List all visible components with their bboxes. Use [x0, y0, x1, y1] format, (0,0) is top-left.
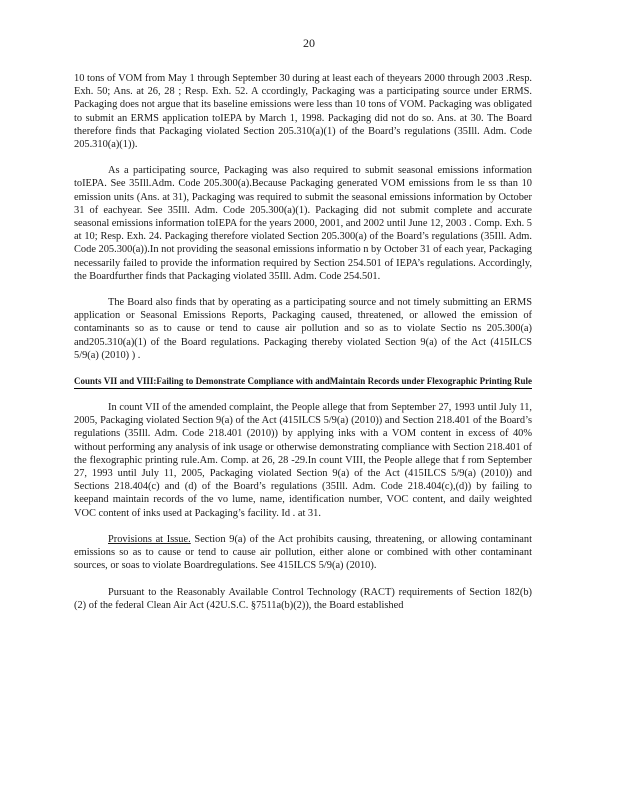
paragraph: In count VII of the amended complaint, the People allege that from September 27, 1993 until July 11, 2005, Packaging violated Section 9(a) of the Act (415ILCS 5/9(a) (2010)) and Section 218.401 of the Board’s regulations (35Ill. Adm. Code 218.401 (2010)) by applying inks with a VOM content in excess of 40% without performing any analysis of ink usage or otherwise demonstrating compliance with Section 218.401 of the flexographic printing rule.Am. Comp. at 26, 28 -29.In count VIII, the People allege that f rom September 27, 1993 until July 11, 2005, Packaging violated Section 9(a) of the Act (415ILCS 5/9(a) (2010)) and Sections 218.404(c) and (d) of the Board’s regulations (35Ill. Adm. Code 218.404(c),(d)) by failing to keepand maintain records of the vo lume, name, identification number, VOC content, and daily weighted VOC content of inks used at Packaging’s facility. Id . at 31. [74, 402, 532, 519]
paragraph-text: Section 9(a) of the Act prohibits causing, threatening, or allowing contaminant emissions so as to cause or tend to cause air pollution, either alone or combined with other contaminant sources, or soas to violate Boardregulations. See 415ILCS 5/9(a) (2010). [74, 533, 532, 572]
paragraph [74, 533, 532, 573]
page-number: 20 [303, 36, 315, 50]
paragraph: As a participating source, Packaging was also required to submit seasonal emissions information toIEPA. See 35Ill.Adm. Code 205.300(a).Because Packaging generated VOM emissions from le ss than 10 emission units (Ans. at 31), Packaging was required to submit the seasonal emissions information by October 31 of eachyear. See 35Ill. Adm. Code 205.300(a)(1). Packaging did not submit complete and accurate seasonal emissions information toIEPA for the years 2000, 2001, and 2002 until June 12, 2003 . Comp. Exh. 5 at 10; Resp. Exh. 24. Packaging therefore violated Section 205.300(a) of the Board’s regulations (35Ill. Adm. Code 205.300(a)).In not providing the seasonal emissions informatio n by October 31 of each year, Packaging necessarily failed to provide the information required by Section 254.501 of IEPA’s regulations. Accordingly, the Boardfurther finds that Packaging violated 35Ill. Adm. Code 254.501. [74, 165, 532, 282]
paragraph: Pursuant to the Reasonably Available Control Technology (RACT) requirements of Section 182(b) (2) of the federal Clean Air Act (42U.S.C. §7511a(b)(2)), the Board established [74, 586, 532, 611]
paragraph: 10 tons of VOM from May 1 through September 30 during at least each of theyears 2000 through 2003 .Resp. Exh. 50; Ans. at 26, 28 ; Resp. Exh. 52. A ccordingly, Packaging was a participating source under ERMS. Packaging does not argue that its baseline emissions were less than 10 tons of VOM. Packaging was obligated to submit an ERMS application toIEPA by March 1, 1998. Packaging did not do so. Ans. at 30. The Board therefore finds that Packaging violated Section 205.310(a)(1) of the Board’s regulations (35Ill. Adm. Code 205.310(a)(1)). [74, 73, 532, 151]
run-in-heading: Provisions at Issue. [108, 533, 191, 545]
document-body [74, 72, 532, 625]
section-heading: Counts VII and VIII:Failing to Demonstrate Compliance with andMaintain Records under Flexographic Printing Rule [74, 375, 532, 389]
paragraph: The Board also finds that by operating as a participating source and not timely submitting an ERMS application or Seasonal Emissions Reports, Packaging caused, threatened, or allowed the emission of contaminants so as to cause or tend to cause air pollution and so as to violate Sectio ns 205.300(a) and205.310(a)(1) of the Board regulations. Packaging thereby violated Section 9(a) of the Act (415ILCS 5/9(a) (2010) ) . [74, 297, 532, 361]
